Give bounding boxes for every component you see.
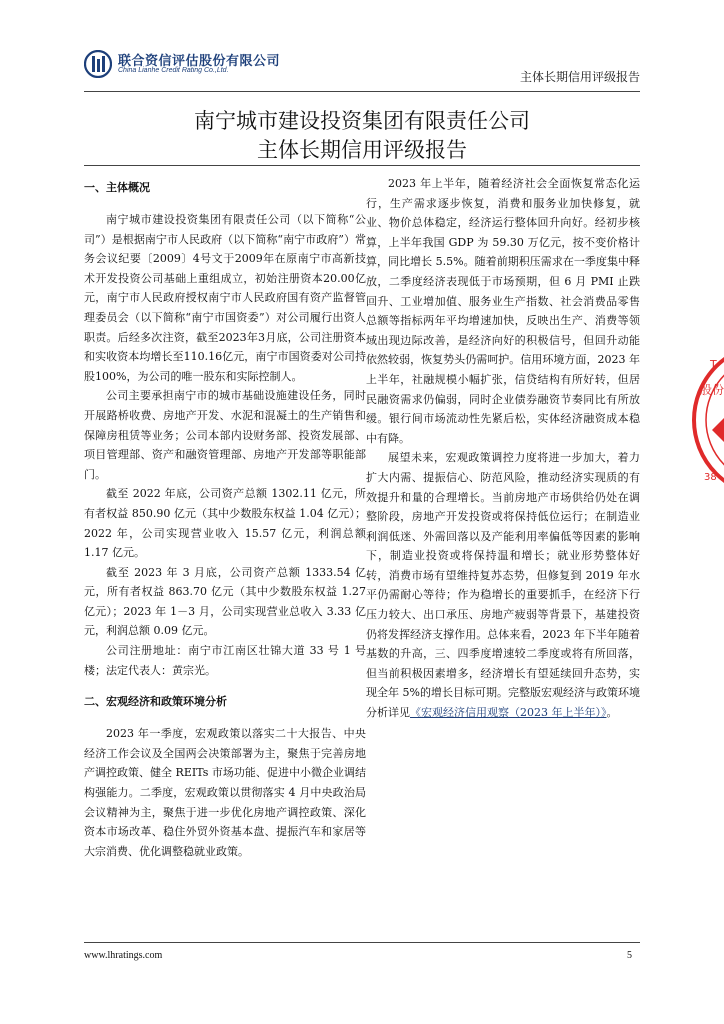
svg-text:T: T — [710, 358, 717, 371]
svg-text:股份: 股份 — [700, 383, 724, 397]
company-seal-stamp — [690, 340, 724, 500]
overview-paragraph: 公司注册地址：南宁市江南区壮锦大道 33 号 1 号楼；法定代表人：黄宗光。 — [84, 644, 366, 677]
footer-divider — [84, 942, 640, 943]
page-number: 5 — [627, 950, 632, 961]
report-title-line2: 主体长期信用评级报告 — [257, 138, 467, 162]
header-divider — [84, 91, 640, 92]
overview-paragraph: 截至 2023 年 3 月底，公司资产总额 1333.54 亿元，所有者权益 863.70 亿元（其中少数股东权益 1.27 亿元）；2023 年 1－3 月，公司实现营业总收入 3.33 亿元，利润总额 0.09 亿元。 — [84, 565, 366, 638]
section-heading-overview: 一、主体概况 — [84, 181, 150, 194]
company-name-cn: 联合资信评估股份有限公司 — [118, 54, 281, 69]
overview-paragraph: 公司主要承担南宁市的城市基础设施建设任务，同时开展路桥收费、房地产开发、水泥和混凝土的生产销售和保障房租赁等业务；公司本部内设财务部、投资发展部、项目管理部、资产和融资管理部、房地产开发部等职能部门。 — [84, 389, 366, 481]
macro-paragraph: 2023 年一季度，宏观政策以落实二十大报告、中央经济工作会议及全国两会决策部署为主，聚焦于完善房地产调控政策、健全 REITs 市场功能、促进中小微企业调结构强能力。二季度，宏观政策以贯彻落实 4 月中央政治局会议精神为主，聚焦于进一步优化房地产调控政策、深化资本市场改革、稳住外贸外资基本盘、提振汽车和家居等大宗消费、优化调整稳就业政策。 — [84, 727, 366, 858]
footer-website: www.lhratings.com — [84, 950, 163, 961]
left-column — [84, 174, 366, 861]
title-divider — [84, 165, 640, 166]
overview-paragraph: 截至 2022 年底，公司资产总额 1302.11 亿元，所有者权益 850.90 亿元（其中少数股东权益 1.04 亿元）；2022 年，公司实现营业收入 15.57 亿元，利润总额 1.17 亿元。 — [84, 487, 366, 560]
lianhe-logo-icon — [84, 50, 112, 78]
report-type-label: 主体长期信用评级报告 — [519, 70, 640, 84]
macro-paragraph: 2023 年上半年，随着经济社会全面恢复常态化运行，生产需求逐步恢复，消费和服务业加快修复，就业、物价总体稳定，经济运行整体回升向好。经初步核算，上半年我国 GDP 为 59.30 万亿元，按不变价格计算，同比增长 5.5%。随着前期积压需求在一季度集中释放，二季度经济表现低于市场预期，但 6 月 PMI 止跌回升、工业增加值、服务业生产指数、社会消费品零售总额等指标两年平均增速加快，反映出生产、消费等领域出现边际改善，是经济向好的积极信号，但回升动能依然较弱，恢复势头仍需呵护。信用环境方面，2023 年上半年，社融规模小幅扩张，信贷结构有所好转，但居民融资需求仍偏弱，同时企业债券融资节奏同比有所放缓。银行间市场流动性先紧后松，实体经济融资成本稳中有降。 — [366, 177, 640, 445]
macro-outlook-end: 。 — [606, 706, 618, 720]
svg-text:38: 38 — [704, 472, 717, 483]
right-column — [366, 174, 640, 723]
page-header — [84, 44, 640, 92]
macro-report-link[interactable]: 《宏观经济信用观察（2023 年上半年）》 — [410, 706, 607, 720]
macro-paragraph — [366, 448, 640, 722]
company-name-en: China Lianhe Credit Rating Co.,Ltd. — [118, 67, 229, 74]
macro-outlook-text: 展望未来，宏观政策调控力度将进一步加大，着力扩大内需、提振信心、防范风险，推动经济实现质的有效提升和量的合理增长。当前房地产市场供给仍处在调整阶段，房地产开发投资或将保持低位运行；在制造业利润低迷、外需回落以及产能利用率偏低等因素的影响下，制造业投资或将保持温和增长；就业形势整体好转，消费市场有望维持复苏态势，但修复到 2019 年水平仍需耐心等待；作为稳增长的重要抓手，在经济下行压力较大、出口承压、房地产疲弱等背景下，基建投资仍将发挥经济支撑作用。总体来看，2023 年下半年随着基数的升高，三、四季度增速较二季度或将有所回落，但当前积极因素增多，经济增长有望延续回升态势，实现全年 5%的增长目标可期。完整版宏观经济与政策环境分析详见 — [366, 451, 640, 720]
overview-paragraph: 南宁城市建设投资集团有限责任公司（以下简称“公司”）是根据南宁市人民政府（以下简称“南宁市政府”）常务会议纪要〔2009〕4号文于2009年在原南宁市高新技术开发投资公司基础上重组成立，初始注册资本20.00亿元，南宁市人民政府授权南宁市人民政府国有资产监督管理委员会（以下简称“南宁市国资委”）对公司履行出资人职责。后经多次注资，截至2023年3月底，公司注册资本和实收资本均增长至110.16亿元，南宁市国资委对公司持股100%，为公司的唯一股东和实际控制人。 — [84, 213, 366, 383]
section-heading-macro: 二、宏观经济和政策环境分析 — [84, 695, 227, 709]
report-title-line1: 南宁城市建设投资集团有限责任公司 — [194, 109, 530, 133]
